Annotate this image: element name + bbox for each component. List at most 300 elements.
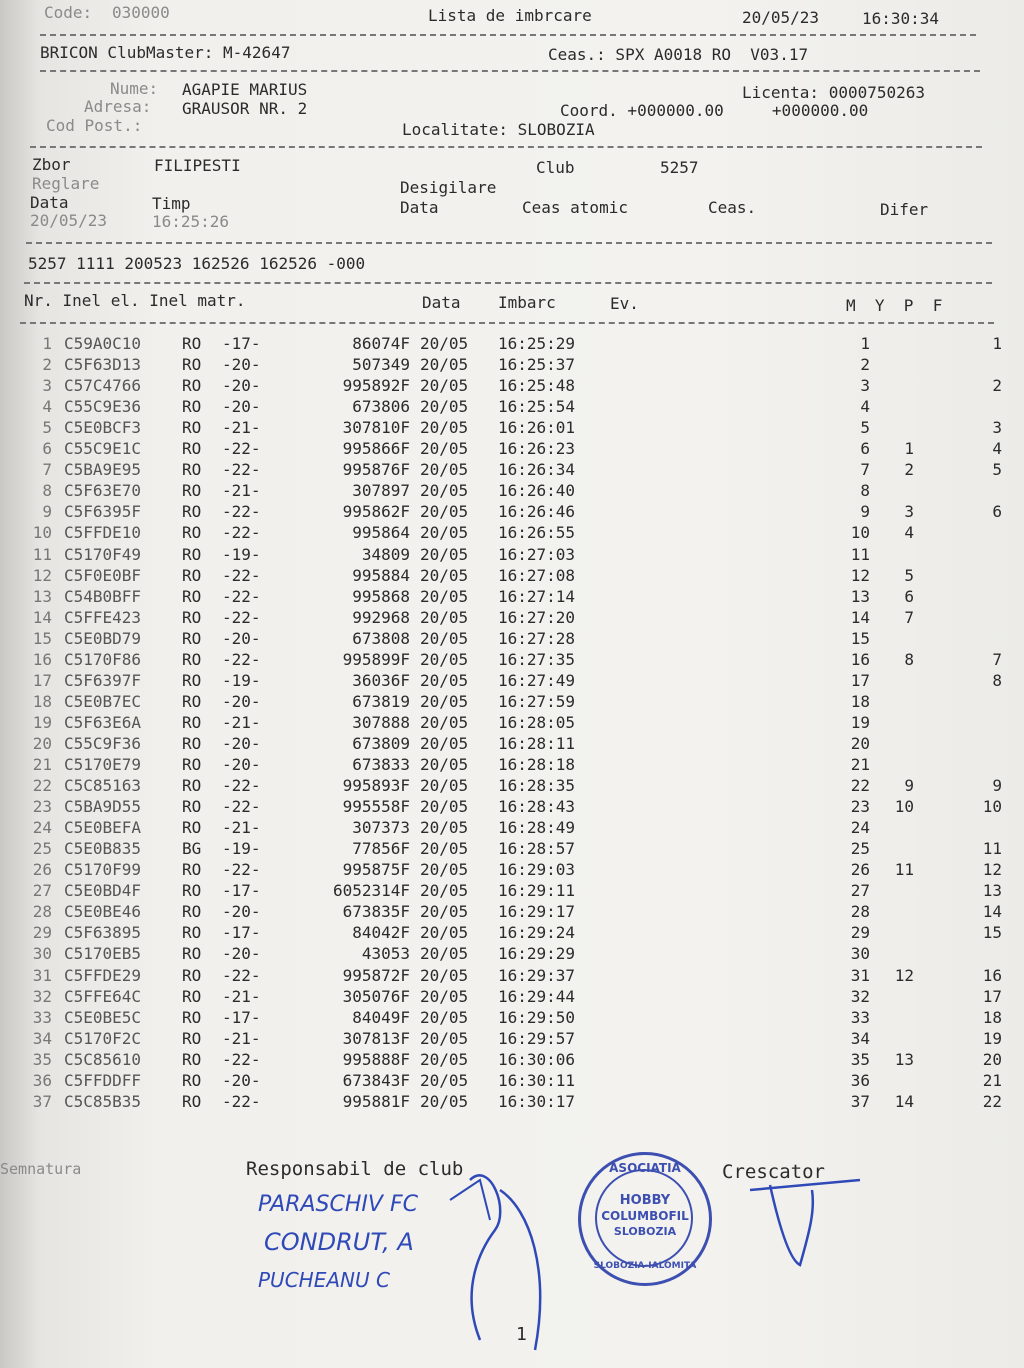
row-m: 9 xyxy=(860,502,870,522)
row-date: 20/05 xyxy=(420,733,469,753)
table-row xyxy=(0,671,1024,692)
row-year: -22- xyxy=(222,1091,261,1111)
row-ring-number: 77856F xyxy=(352,839,410,859)
row-date: 20/05 xyxy=(420,839,469,859)
table-row xyxy=(0,418,1024,439)
row-ring-number: 995899F xyxy=(342,649,410,669)
row-year: -20- xyxy=(222,376,261,396)
row-ring-number: 86074F xyxy=(352,334,410,353)
row-time: 16:28:11 xyxy=(498,733,576,753)
row-date: 20/05 xyxy=(420,502,469,522)
row-nr: 37 xyxy=(32,1091,52,1111)
row-date: 20/05 xyxy=(420,355,469,375)
crescator-signature xyxy=(740,1170,870,1270)
row-year: -21- xyxy=(222,418,261,438)
row-electronic-ring: C5FFE64C xyxy=(64,986,142,1006)
row-year: -22- xyxy=(222,460,261,480)
row-nr: 2 xyxy=(42,355,52,375)
row-date: 20/05 xyxy=(420,1028,469,1048)
row-ring-number: 673809 xyxy=(352,733,410,753)
row-date: 20/05 xyxy=(420,376,469,396)
row-y: 13 xyxy=(894,1049,914,1069)
row-nr: 8 xyxy=(42,481,52,501)
row-electronic-ring: C5BA9D55 xyxy=(64,797,142,817)
row-nr: 36 xyxy=(32,1070,52,1090)
row-m: 36 xyxy=(850,1070,870,1090)
row-year: -22- xyxy=(222,649,261,669)
row-ring-number: 995875F xyxy=(342,860,410,880)
row-electronic-ring: C5E0BCF3 xyxy=(64,418,142,438)
row-date: 20/05 xyxy=(420,986,469,1006)
row-m: 3 xyxy=(860,376,870,396)
row-ring-number: 673843F xyxy=(342,1070,410,1090)
row-year: -20- xyxy=(222,628,261,648)
row-m: 8 xyxy=(860,481,870,501)
table-row xyxy=(0,966,1024,987)
row-nr: 27 xyxy=(32,881,52,901)
row-y: 10 xyxy=(894,797,914,817)
table-row xyxy=(0,481,1024,502)
ceas-atomic-label: Ceas atomic xyxy=(522,198,628,217)
row-f: 21 xyxy=(982,1070,1002,1090)
row-f: 12 xyxy=(982,860,1002,880)
row-date: 20/05 xyxy=(420,797,469,817)
row-nr: 7 xyxy=(42,460,52,480)
row-ring-number: 995862F xyxy=(342,502,410,522)
row-year: -20- xyxy=(222,1070,261,1090)
row-year: -21- xyxy=(222,712,261,732)
divider xyxy=(26,242,992,244)
row-nr: 4 xyxy=(42,397,52,417)
row-year: -22- xyxy=(222,565,261,585)
row-ring-number: 995866F xyxy=(342,439,410,459)
row-date: 20/05 xyxy=(420,881,469,901)
row-m: 19 xyxy=(850,712,870,732)
row-electronic-ring: C5FFDE10 xyxy=(64,523,142,543)
table-row xyxy=(0,860,1024,881)
row-time: 16:30:17 xyxy=(498,1091,576,1111)
row-date: 20/05 xyxy=(420,965,469,985)
table-row xyxy=(0,334,1024,355)
coordinates: Coord. +000000.00 +000000.00 xyxy=(560,101,869,120)
row-electronic-ring: C54B0BFF xyxy=(64,586,142,606)
row-m: 29 xyxy=(850,923,870,943)
row-time: 16:30:11 xyxy=(498,1070,576,1090)
row-year: -19- xyxy=(222,544,261,564)
row-f: 20 xyxy=(982,1049,1002,1069)
col-header-rings: Nr. Inel el. Inel matr. xyxy=(24,291,246,310)
col-header-imbarc: Imbarc xyxy=(498,293,556,312)
table-row xyxy=(0,587,1024,608)
row-time: 16:27:28 xyxy=(498,628,576,648)
row-m: 2 xyxy=(860,355,870,375)
row-country: RO xyxy=(182,712,202,732)
ceas-line: Ceas.: SPX A0018 RO V03.17 xyxy=(548,45,809,64)
row-electronic-ring: C5E0BD79 xyxy=(64,628,142,648)
row-ring-number: 305076F xyxy=(342,986,410,1006)
row-time: 16:26:40 xyxy=(498,481,576,501)
row-country: RO xyxy=(182,691,202,711)
row-date: 20/05 xyxy=(420,1091,469,1111)
row-ring-number: 507349 xyxy=(352,355,410,375)
row-electronic-ring: C5E0BD4F xyxy=(64,881,142,901)
row-m: 30 xyxy=(850,944,870,964)
row-time: 16:29:11 xyxy=(498,881,576,901)
row-f: 19 xyxy=(982,1028,1002,1048)
handwritten-name-1: PARASCHIV FC xyxy=(258,1192,418,1217)
data2-label: Data xyxy=(400,198,439,217)
row-date: 20/05 xyxy=(420,628,469,648)
row-nr: 26 xyxy=(32,860,52,880)
row-m: 23 xyxy=(850,797,870,817)
row-time: 16:25:37 xyxy=(498,355,576,375)
row-y: 2 xyxy=(904,460,914,480)
row-date: 20/05 xyxy=(420,397,469,417)
row-country: RO xyxy=(182,986,202,1006)
row-nr: 21 xyxy=(32,755,52,774)
row-time: 16:25:48 xyxy=(498,376,576,396)
semnatura-label: Semnatura xyxy=(0,1160,82,1178)
row-date: 20/05 xyxy=(420,418,469,438)
row-country: RO xyxy=(182,923,202,943)
table-row xyxy=(0,1071,1024,1092)
row-ring-number: 995881F xyxy=(342,1091,410,1111)
row-electronic-ring: C5170F49 xyxy=(64,544,142,564)
row-f: 22 xyxy=(982,1091,1002,1111)
row-m: 12 xyxy=(850,565,870,585)
row-date: 20/05 xyxy=(420,712,469,732)
row-nr: 3 xyxy=(42,376,52,396)
row-electronic-ring: C5F63E70 xyxy=(64,481,142,501)
row-electronic-ring: C55C9E1C xyxy=(64,439,142,459)
row-time: 16:25:29 xyxy=(498,334,576,353)
row-date: 20/05 xyxy=(420,334,469,353)
club-label: Club xyxy=(536,158,575,177)
row-nr: 13 xyxy=(32,586,52,606)
row-ring-number: 995888F xyxy=(342,1049,410,1069)
row-year: -19- xyxy=(222,670,261,690)
row-time: 16:28:35 xyxy=(498,776,576,796)
row-country: RO xyxy=(182,1091,202,1111)
row-y: 7 xyxy=(904,607,914,627)
handwritten-name-3: PUCHEANU C xyxy=(258,1268,390,1292)
row-time: 16:27:20 xyxy=(498,607,576,627)
row-y: 11 xyxy=(894,860,914,880)
row-electronic-ring: C5170EB5 xyxy=(64,944,142,964)
row-m: 33 xyxy=(850,1007,870,1027)
row-time: 16:26:23 xyxy=(498,439,576,459)
table-row xyxy=(0,608,1024,629)
row-f: 15 xyxy=(982,923,1002,943)
row-country: RO xyxy=(182,439,202,459)
row-date: 20/05 xyxy=(420,1070,469,1090)
row-ring-number: 995892F xyxy=(342,376,410,396)
row-nr: 31 xyxy=(32,965,52,985)
zbor-value: FILIPESTI xyxy=(154,156,241,175)
row-nr: 25 xyxy=(32,839,52,859)
row-m: 10 xyxy=(850,523,870,543)
row-electronic-ring: C5C85610 xyxy=(64,1049,142,1069)
row-electronic-ring: C5170E79 xyxy=(64,755,142,774)
row-year: -22- xyxy=(222,860,261,880)
row-nr: 29 xyxy=(32,923,52,943)
row-electronic-ring: C57C4766 xyxy=(64,376,142,396)
col-header-data: Data xyxy=(422,293,461,312)
row-country: RO xyxy=(182,418,202,438)
row-year: -22- xyxy=(222,776,261,796)
row-year: -22- xyxy=(222,607,261,627)
device-line: BRICON ClubMaster: M-42647 xyxy=(40,43,291,62)
row-country: RO xyxy=(182,397,202,417)
reglare-date: 20/05/23 xyxy=(30,211,108,230)
row-time: 16:29:29 xyxy=(498,944,576,964)
row-country: RO xyxy=(182,544,202,564)
row-f: 17 xyxy=(982,986,1002,1006)
difer-label: Difer xyxy=(880,200,929,219)
row-nr: 14 xyxy=(32,607,52,627)
row-m: 13 xyxy=(850,586,870,606)
row-ring-number: 995868 xyxy=(352,586,410,606)
row-ring-number: 84049F xyxy=(352,1007,410,1027)
table-row xyxy=(0,923,1024,944)
row-electronic-ring: C5170F99 xyxy=(64,860,142,880)
row-m: 21 xyxy=(850,755,870,774)
row-m: 22 xyxy=(850,776,870,796)
row-country: RO xyxy=(182,334,202,353)
row-ring-number: 995884 xyxy=(352,565,410,585)
table-row xyxy=(0,1092,1024,1113)
row-country: RO xyxy=(182,797,202,817)
row-electronic-ring: C5C85B35 xyxy=(64,1091,142,1111)
row-country: RO xyxy=(182,944,202,964)
row-ring-number: 84042F xyxy=(352,923,410,943)
row-electronic-ring: C55C9E36 xyxy=(64,397,142,417)
row-date: 20/05 xyxy=(420,944,469,964)
table-row xyxy=(0,502,1024,523)
stamp-line1: HOBBY xyxy=(619,1193,671,1208)
table-row xyxy=(0,902,1024,923)
row-m: 4 xyxy=(860,397,870,417)
row-year: -17- xyxy=(222,881,261,901)
table-row xyxy=(0,987,1024,1008)
row-m: 1 xyxy=(860,334,870,353)
row-nr: 18 xyxy=(32,691,52,711)
row-nr: 6 xyxy=(42,439,52,459)
stamp-bottom: SLOBOZIA-IALOMITA xyxy=(593,1261,697,1271)
row-time: 16:27:59 xyxy=(498,691,576,711)
row-nr: 15 xyxy=(32,628,52,648)
row-f: 16 xyxy=(982,965,1002,985)
row-m: 14 xyxy=(850,607,870,627)
row-nr: 35 xyxy=(32,1049,52,1069)
row-ring-number: 6052314F xyxy=(332,881,410,901)
row-nr: 32 xyxy=(32,986,52,1006)
code-line: 5257 1111 200523 162526 162526 -000 xyxy=(28,254,366,273)
stamp-line3: SLOBOZIA xyxy=(613,1225,677,1238)
row-f: 13 xyxy=(982,881,1002,901)
row-electronic-ring: C5F0E0BF xyxy=(64,565,142,585)
row-country: RO xyxy=(182,860,202,880)
row-nr: 22 xyxy=(32,776,52,796)
row-m: 25 xyxy=(850,839,870,859)
table-row xyxy=(0,881,1024,902)
row-f: 14 xyxy=(982,902,1002,922)
row-time: 16:29:50 xyxy=(498,1007,576,1027)
row-m: 16 xyxy=(850,649,870,669)
row-time: 16:28:18 xyxy=(498,755,576,774)
table-row xyxy=(0,566,1024,587)
row-date: 20/05 xyxy=(420,1049,469,1069)
row-m: 7 xyxy=(860,460,870,480)
club-stamp xyxy=(578,1152,712,1286)
row-ring-number: 995893F xyxy=(342,776,410,796)
row-date: 20/05 xyxy=(420,818,469,838)
print-date: 20/05/23 xyxy=(742,8,820,27)
row-electronic-ring: C5E0BE5C xyxy=(64,1007,142,1027)
row-f: 6 xyxy=(992,502,1002,522)
row-electronic-ring: C5170F86 xyxy=(64,649,142,669)
crescator-label: Crescator xyxy=(722,1161,825,1183)
row-m: 34 xyxy=(850,1028,870,1048)
row-date: 20/05 xyxy=(420,902,469,922)
row-time: 16:26:01 xyxy=(498,418,576,438)
row-electronic-ring: C5E0B7EC xyxy=(64,691,142,711)
table-row xyxy=(0,650,1024,671)
row-m: 28 xyxy=(850,902,870,922)
cod-post-label: Cod Post.: xyxy=(46,116,143,135)
row-country: RO xyxy=(182,628,202,648)
row-country: RO xyxy=(182,733,202,753)
row-year: -22- xyxy=(222,965,261,985)
nume-label: Nume: xyxy=(110,79,159,98)
row-country: RO xyxy=(182,523,202,543)
row-country: RO xyxy=(182,1049,202,1069)
row-electronic-ring: C5FFE423 xyxy=(64,607,142,627)
stamp-line2: COLUMBOFIL xyxy=(601,1209,689,1223)
owner-address: GRAUSOR NR. 2 xyxy=(182,99,308,118)
code-label: Code: xyxy=(44,3,93,22)
table-row xyxy=(0,460,1024,481)
row-ring-number: 673819 xyxy=(352,691,410,711)
row-nr: 33 xyxy=(32,1007,52,1027)
row-country: RO xyxy=(182,965,202,985)
table-row xyxy=(0,355,1024,376)
row-time: 16:27:49 xyxy=(498,670,576,690)
row-country: RO xyxy=(182,565,202,585)
row-ring-number: 673833 xyxy=(352,755,410,774)
licenta: Licenta: 0000750263 xyxy=(742,83,926,102)
row-country: RO xyxy=(182,818,202,838)
table-row xyxy=(0,734,1024,755)
row-m: 35 xyxy=(850,1049,870,1069)
row-m: 32 xyxy=(850,986,870,1006)
table-row xyxy=(0,755,1024,776)
table-row xyxy=(0,944,1024,965)
row-date: 20/05 xyxy=(420,755,469,774)
row-year: -17- xyxy=(222,923,261,943)
table-row xyxy=(0,839,1024,860)
page-number: 1 xyxy=(516,1324,527,1345)
row-time: 16:26:55 xyxy=(498,523,576,543)
row-ring-number: 673835F xyxy=(342,902,410,922)
row-f: 11 xyxy=(982,839,1002,859)
reglare-label: Reglare xyxy=(32,174,100,193)
row-nr: 9 xyxy=(42,502,52,522)
row-m: 17 xyxy=(850,670,870,690)
row-electronic-ring: C5E0BE46 xyxy=(64,902,142,922)
row-year: -20- xyxy=(222,944,261,964)
row-time: 16:28:49 xyxy=(498,818,576,838)
row-ring-number: 992968 xyxy=(352,607,410,627)
row-country: RO xyxy=(182,607,202,627)
row-nr: 5 xyxy=(42,418,52,438)
row-date: 20/05 xyxy=(420,460,469,480)
row-date: 20/05 xyxy=(420,586,469,606)
row-f: 2 xyxy=(992,376,1002,396)
row-electronic-ring: C5F6395F xyxy=(64,502,142,522)
ceas-label: Ceas. xyxy=(708,198,757,217)
row-f: 8 xyxy=(992,670,1002,690)
row-nr: 24 xyxy=(32,818,52,838)
row-m: 26 xyxy=(850,860,870,880)
row-nr: 20 xyxy=(32,733,52,753)
row-y: 14 xyxy=(894,1091,914,1111)
row-y: 6 xyxy=(904,586,914,606)
row-country: BG xyxy=(182,839,202,859)
row-year: -21- xyxy=(222,818,261,838)
row-ring-number: 673806 xyxy=(352,397,410,417)
row-date: 20/05 xyxy=(420,670,469,690)
row-year: -17- xyxy=(222,334,261,353)
row-f: 5 xyxy=(992,460,1002,480)
row-year: -19- xyxy=(222,839,261,859)
row-year: -20- xyxy=(222,355,261,375)
row-time: 16:29:37 xyxy=(498,965,576,985)
adresa-label: Adresa: xyxy=(84,97,152,116)
timp-label: Timp xyxy=(152,194,191,213)
row-y: 9 xyxy=(904,776,914,796)
table-row xyxy=(0,629,1024,650)
row-year: -21- xyxy=(222,481,261,501)
row-m: 15 xyxy=(850,628,870,648)
col-header-ev: Ev. xyxy=(610,294,639,313)
row-m: 20 xyxy=(850,733,870,753)
row-ring-number: 995876F xyxy=(342,460,410,480)
row-m: 31 xyxy=(850,965,870,985)
row-year: -20- xyxy=(222,691,261,711)
row-y: 1 xyxy=(904,439,914,459)
table-row xyxy=(0,439,1024,460)
row-m: 27 xyxy=(850,881,870,901)
row-electronic-ring: C5FFDE29 xyxy=(64,965,142,985)
row-year: -22- xyxy=(222,586,261,606)
row-m: 11 xyxy=(850,544,870,564)
row-ring-number: 34809 xyxy=(361,544,410,564)
row-f: 9 xyxy=(992,776,1002,796)
row-time: 16:27:14 xyxy=(498,586,576,606)
code-value: 030000 xyxy=(112,3,170,22)
row-date: 20/05 xyxy=(420,923,469,943)
row-ring-number: 36036F xyxy=(352,670,410,690)
row-country: RO xyxy=(182,755,202,774)
row-ring-number: 995872F xyxy=(342,965,410,985)
row-time: 16:29:24 xyxy=(498,923,576,943)
row-electronic-ring: C5C85163 xyxy=(64,776,142,796)
row-time: 16:28:43 xyxy=(498,797,576,817)
table-row xyxy=(0,818,1024,839)
row-year: -17- xyxy=(222,1007,261,1027)
row-ring-number: 307810F xyxy=(342,418,410,438)
